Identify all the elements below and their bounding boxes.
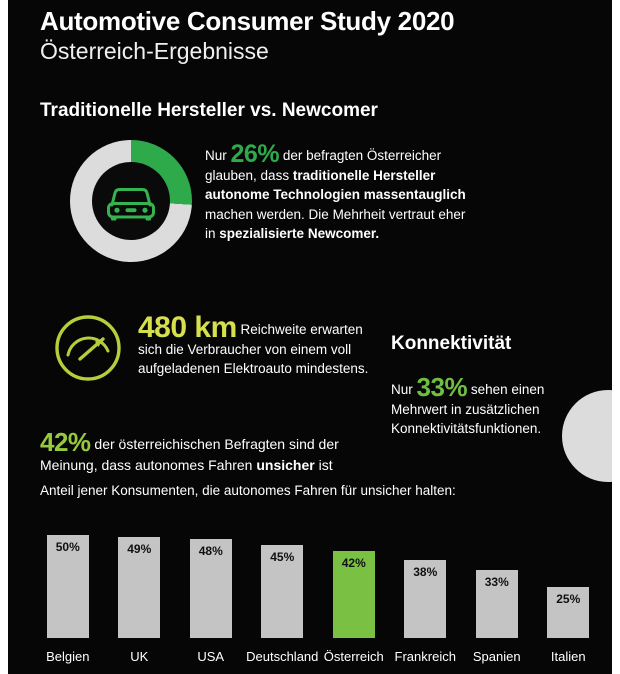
bar-value-label: 33% [484, 575, 509, 590]
bar-value-label: 48% [198, 544, 223, 559]
connectivity-lead: Nur [391, 382, 413, 397]
connectivity-stat: 33% [416, 372, 468, 402]
paragraph-manufacturers [205, 140, 467, 244]
bar-category-label: USA [197, 649, 225, 664]
unsafe-part1: der österreichischen Befragten sind der Meinung, dass autonomes Fahren [40, 436, 339, 473]
section-heading-manufacturers: Traditionelle Hersteller vs. Newcomer [40, 100, 378, 121]
bar-column [390, 505, 462, 670]
bar-category-label: Italien [550, 649, 586, 664]
bar-column [533, 505, 605, 670]
paragraph-connectivity [391, 372, 591, 439]
bar-category-label: UK [130, 649, 149, 664]
section-heading-connectivity: Konnektivität [391, 333, 512, 354]
bar-category-label: Spanien [472, 649, 521, 664]
unsafe-part2: ist [314, 457, 333, 473]
bar [190, 539, 232, 638]
bar-value-label: 25% [556, 591, 581, 606]
infographic-board [8, 0, 612, 674]
range-stat: 480 km [138, 311, 237, 344]
bar [476, 570, 518, 638]
bar-category-label: Deutschland [246, 649, 319, 664]
bar-column [461, 505, 533, 670]
bar-value-label: 50% [55, 540, 80, 554]
manufacturers-part1: der befragten Österreicher glauben, dass [205, 148, 442, 183]
page-subtitle: Österreich-Ergebnisse [40, 38, 269, 64]
bar-category-label: Frankreich [394, 649, 456, 664]
bar [333, 551, 375, 638]
bar-value-label: 45% [270, 550, 295, 565]
paragraph-range [138, 311, 373, 379]
bar [118, 537, 160, 638]
manufacturers-stat: 26% [230, 140, 280, 168]
car-icon [100, 175, 162, 227]
bar-category-label: Belgien [46, 649, 90, 664]
bar-column [32, 505, 104, 670]
bar [47, 535, 89, 638]
range-text: Reichweite erwarten sich die Verbraucher von einem voll aufgeladenen Elektroauto mindestens. [138, 322, 369, 376]
connectivity-text: sehen einen Mehrwert in zusätzlichen Konnektivitätsfunktionen. [391, 382, 545, 436]
manufacturers-part2: machen werden. Die Mehrheit vertraut eher in [205, 206, 466, 241]
manufacturers-bold2: spezialisierte Newcomer [219, 226, 376, 241]
unsafe-stat: 42% [40, 427, 91, 457]
bar-column [104, 505, 176, 670]
bar-column [318, 505, 390, 670]
speedometer-icon [53, 313, 123, 383]
paragraph-unsafe [40, 427, 400, 476]
manufacturers-part3: . [375, 226, 380, 241]
page-title: Automotive Consumer Study 2020 [40, 6, 455, 36]
bar-column [247, 505, 319, 670]
manufacturers-bold1: traditionelle Hersteller autonome Technologien massentauglich [205, 167, 466, 202]
bar [547, 587, 589, 639]
bar-value-label: 42% [341, 556, 366, 571]
donut-chart-manufacturers [70, 140, 192, 262]
bar [404, 560, 446, 638]
bar-chart [32, 505, 604, 670]
manufacturers-lead: Nur [205, 148, 227, 163]
bar-value-label: 38% [413, 564, 438, 579]
bar [261, 545, 303, 638]
bar-category-label: Österreich [323, 649, 384, 664]
bar-value-label: 49% [127, 542, 152, 557]
bar-column [175, 505, 247, 670]
unsafe-bold1: unsicher [256, 457, 315, 473]
chart-caption: Anteil jener Konsumenten, die autonomes Fahren für unsicher halten: [40, 483, 456, 498]
